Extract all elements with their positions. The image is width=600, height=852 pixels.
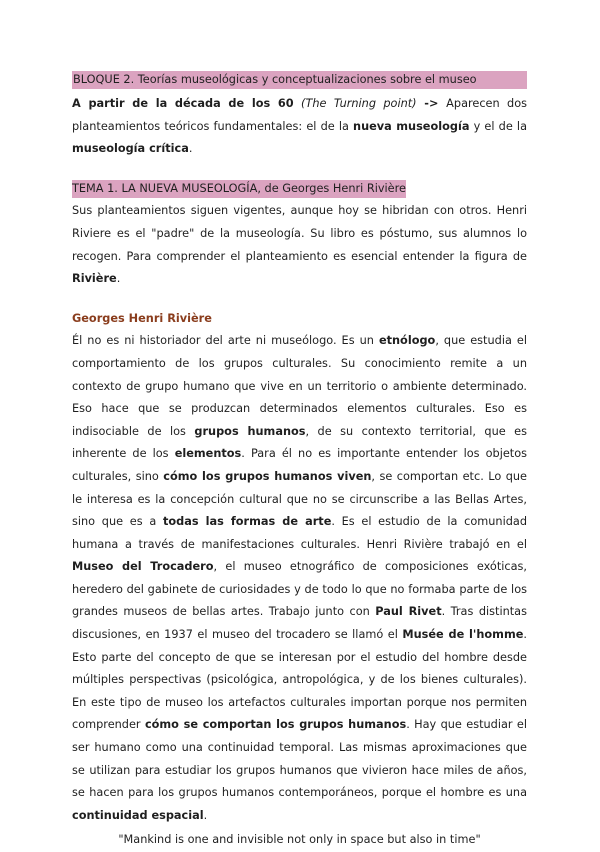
quote: "Mankind is one and invisible not only in space but also in time": [118, 833, 481, 847]
term-museologia-critica: museología crítica: [72, 142, 189, 156]
term-etnologo: etnólogo: [378, 334, 436, 348]
term-grupos-humanos: grupos humanos: [194, 424, 306, 438]
intro-turning-point: (The Turning point): [301, 97, 417, 110]
term-museo-trocadero: Museo del Trocadero: [72, 560, 214, 574]
term-continuidad-espacial: continuidad espacial: [72, 808, 204, 822]
block-title: BLOQUE 2. Teorías museológicas y conceptualizaciones sobre el museo: [72, 71, 527, 89]
term-como-viven: cómo los grupos humanos viven: [163, 469, 372, 483]
term-musee-homme: Musée de l'homme: [402, 628, 524, 642]
tema-heading-line: [72, 178, 527, 201]
spacer: [72, 161, 527, 178]
term-paul-rivet: Paul Rivet: [375, 605, 442, 619]
term-elementos: elementos: [174, 447, 242, 461]
page-content: [72, 71, 527, 852]
intro-paragraph: A partir de la década de los 60 (The Turning point) -> Aparecen dos planteamientos teóricos fundamentales: el de la nueva museología y el de la museología crítica.: [72, 97, 527, 156]
term-riviere: Rivière: [72, 272, 117, 286]
body-paragraph: Él no es ni historiador del arte ni museólogo. Es un etnólogo, que estudia el comportamiento de los grupos culturales. Su conocimiento remite a un contexto de grupo humano que vive en un territorio o ambiente determinado. Eso hace que se produzcan determinados elementos culturales. Eso es indisociable de los grupos humanos, de su contexto territorial, que es inherente de los elementos. Para él no es importante entender los objetos culturales, sino cómo los grupos humanos viven, se comportan etc. Lo que le interesa es la concepción cultural que no se circunscribe a las Bellas Artes, sino que es a todas las formas de arte. Es el estudio de la comunidad humana a través de manifestaciones culturales. Henri Rivière trabajó en el Museo del Trocadero, el museo etnográfico de composiciones exóticas, heredero del gabinete de curiosidades y de todo lo que no formaba parte de los grandes museos de bellas artes. Trabajo junto con Paul Rivet. Tras distintas discusiones, en 1937 el museo del trocadero se llamó el Musée de l'homme. Esto parte del concepto de que se interesan por el estudio del hombre desde múltiples perspectivas (psicológica, antropológica, y de los bienes culturales). En este tipo de museo los artefactos culturales importan porque nos permiten comprender cómo se comportan los grupos humanos. Hay que estudiar el ser humano como una continuidad temporal. Las mismas aproximaciones que se utilizan para estudiar los grupos humanos que vivieron hace miles de años, se hacen para los grupos humanos contemporáneos, porque el hombre es una continuidad espacial.: [72, 334, 528, 822]
intro-arrow: ->: [416, 97, 447, 110]
spacer: [72, 291, 527, 308]
term-como-se-comportan: cómo se comportan los grupos humanos: [144, 718, 407, 732]
term-todas-las-formas: todas las formas de arte: [162, 515, 332, 529]
tema-paragraph: Sus planteamientos siguen vigentes, aunque hoy se hibridan con otros. Henri Riviere es el "padre" de la museología. Su libro es póstumo, sus alumnos lo recogen. Para comprender el planteamiento es esencial entender la figura de Rivière.: [72, 204, 527, 286]
person-heading: Georges Henri Rivière: [72, 311, 212, 325]
intro-decade: A partir de la década de los 60: [72, 97, 294, 110]
tema-title: TEMA 1. LA NUEVA MUSEOLOGÍA, de Georges Henri Rivière: [72, 180, 406, 198]
term-nueva-museologia: nueva museología: [353, 119, 470, 133]
